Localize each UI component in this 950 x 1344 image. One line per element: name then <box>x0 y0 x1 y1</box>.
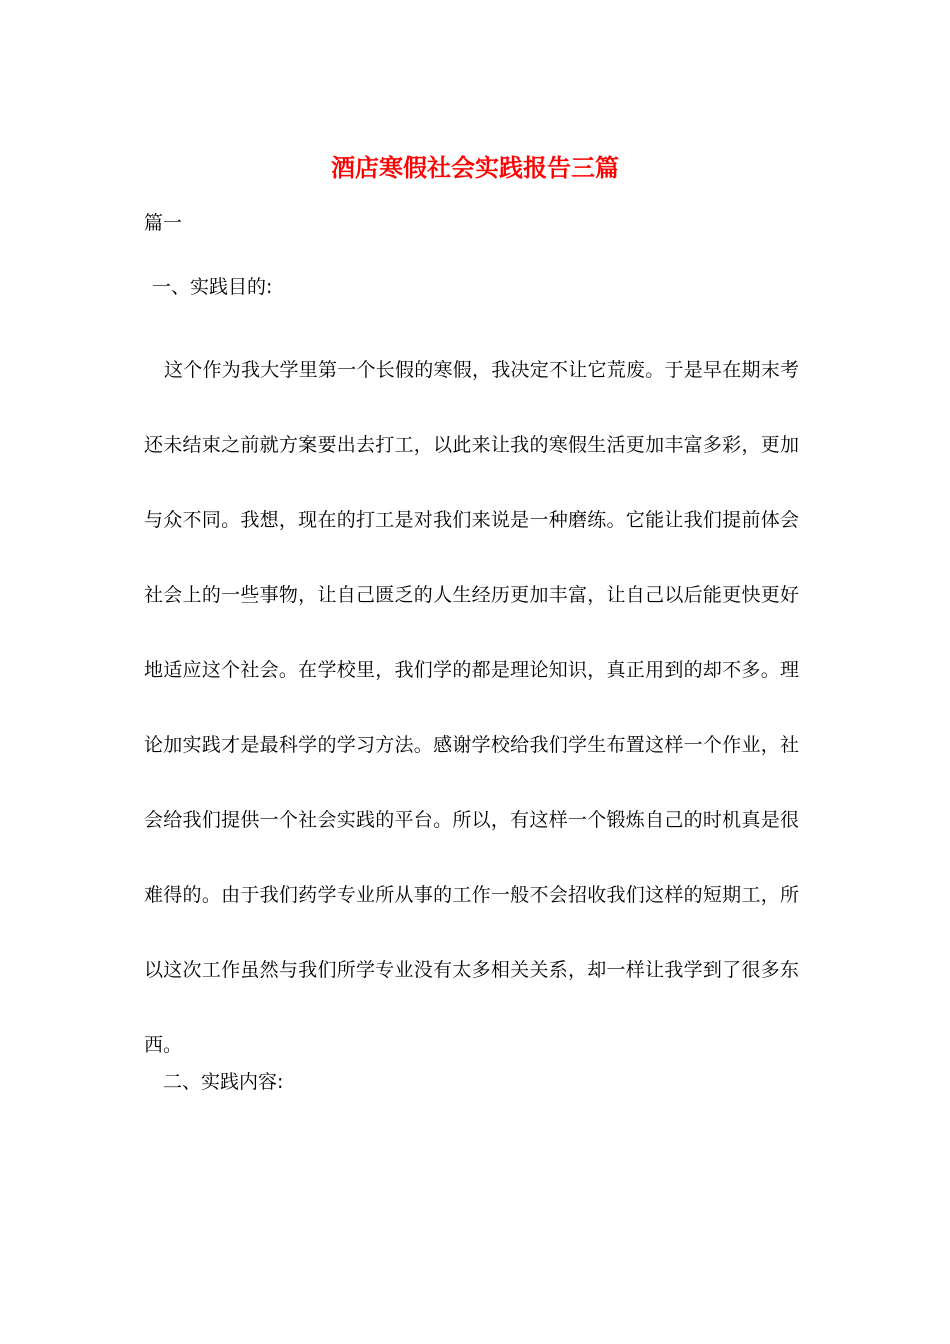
section-heading-purpose: 一、实践目的: <box>152 276 273 298</box>
body-paragraph: 这个作为我大学里第一个长假的寒假，我决定不让它荒废。于是早在期末考还未结束之前就方案要出去打工，以此来让我的寒假生活更加丰富多彩，更加与众不同。我想，现在的打工是对我们来说是一种磨练。它能让我们提前体会社会上的一些事物，让自己匮乏的人生经历更加丰富，让自己以后能更快更好地适应这个社会。在学校里，我们学的都是理论知识，真正用到的却不多。理论加实践才是最科学的学习方法。感谢学校给我们学生布置这样一个作业，社会给我们提供一个社会实践的平台。所以，有这样一个锻炼自己的时机真是很难得的。由于我们药学专业所从事的工作一般不会招收我们这样的短期工，所以这次工作虽然与我们所学专业没有太多相关关系，却一样让我学到了很多东西。 <box>144 359 799 1056</box>
section-label: 篇一 <box>144 212 183 234</box>
document-title: 酒店寒假社会实践报告三篇 <box>331 153 619 182</box>
section-heading-content: 二、实践内容: <box>163 1071 284 1093</box>
